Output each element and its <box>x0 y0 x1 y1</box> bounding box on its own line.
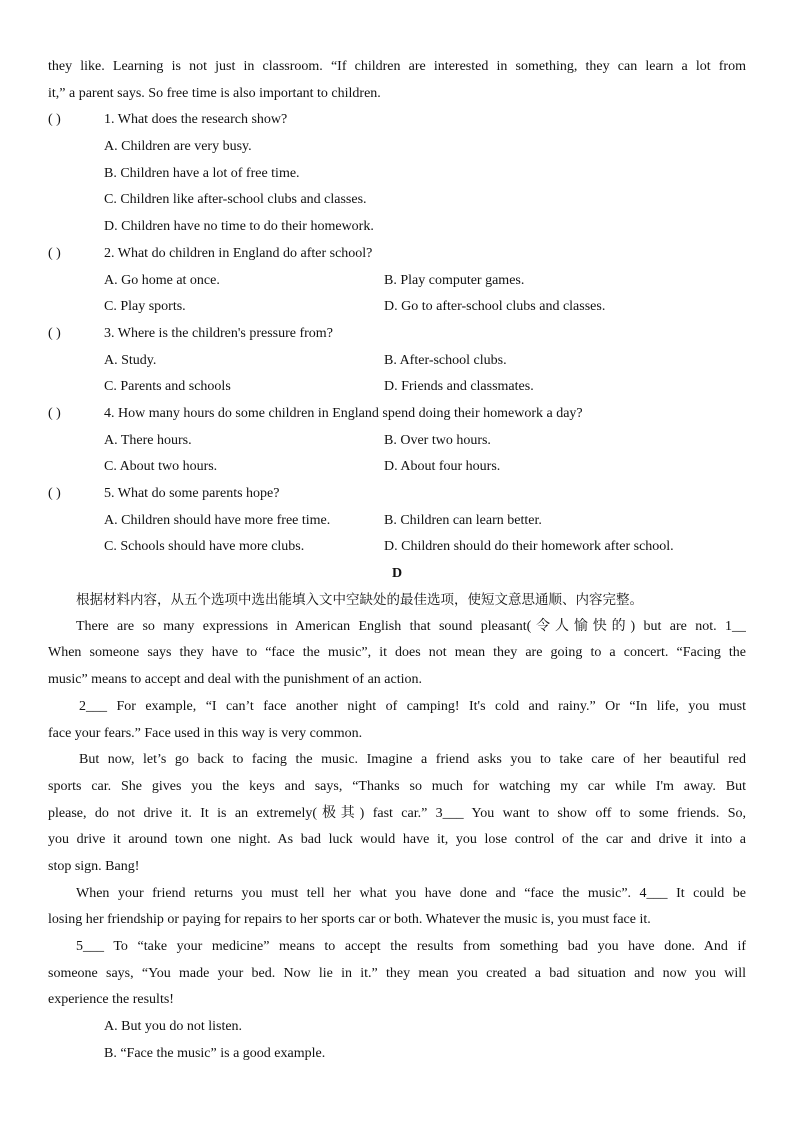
paragraph-5 <box>48 934 746 1014</box>
section-heading: D <box>391 566 403 582</box>
option-d: D. Go to after-school clubs and classes. <box>384 299 606 315</box>
question-3 <box>48 321 746 401</box>
question-text: 5. What do some parents hope? <box>104 486 280 501</box>
option-b: B. Children can learn better. <box>384 512 542 528</box>
passage-line: experience the results! <box>48 992 174 1008</box>
passage-line: it,” a parent says. So free time is also important to children. <box>48 85 381 101</box>
question-text: 4. How many hours do some children in England spend doing their homework a day? <box>104 405 583 421</box>
passage-line: face your fears.” Face used in this way is very common. <box>48 725 363 741</box>
answer-bracket[interactable]: ( ) <box>48 405 61 421</box>
choice-list <box>48 1014 746 1067</box>
option-b: B. Play computer games. <box>384 272 525 288</box>
option-c: C. Play sports. <box>104 299 186 315</box>
paragraph-3 <box>48 747 746 880</box>
question-4 <box>48 401 746 481</box>
passage-line: someone says, “You made your bed. Now lie in it.” they mean you created a bad situation and now you will <box>48 965 746 981</box>
paragraph-1 <box>48 614 746 694</box>
passage-line: please, do not drive it. It is an extremely(极其) fast car.” 3___ You want to show off to some friends. So, <box>48 805 746 821</box>
question-text: 2. What do children in England do after school? <box>104 245 373 261</box>
question-text: 1. What does the research show? <box>104 112 288 128</box>
question-text: 3. Where is the children's pressure from? <box>104 325 333 341</box>
option-c: C. About two hours. <box>104 459 218 475</box>
question-5 <box>48 481 746 561</box>
answer-bracket[interactable]: ( ) <box>48 486 61 501</box>
passage-line: stop sign. Bang! <box>48 858 140 874</box>
option-a: A. Study. <box>104 352 157 368</box>
option-d: D. Children should do their homework after school. <box>384 539 674 555</box>
passage-line: When someone says they have to “face the music”, it does not mean they are going to a concert. “Facing the <box>48 645 746 661</box>
option-c: C. Children like after-school clubs and classes. <box>104 192 367 208</box>
passage-line: you drive it around town one night. As bad luck would have it, you lose control of the car and drive it into a <box>48 832 746 848</box>
passage-line: There are so many expressions in American English that sound pleasant(令人愉快的) but are not. 1__ <box>76 618 746 634</box>
passage-d <box>48 614 746 1014</box>
option-a: A. There hours. <box>104 432 192 448</box>
exam-page <box>48 54 746 1067</box>
question-1 <box>48 107 746 240</box>
option-a: A. Children should have more free time. <box>104 512 331 528</box>
passage-line: 2___ For example, “I can’t face another night of camping! It's cold and rainy.” Or “In life, you must <box>79 698 746 714</box>
passage-line: 5___ To “take your medicine” means to accept the results from something bad you have done. And if <box>76 939 746 954</box>
option-a: A. Children are very busy. <box>104 139 252 155</box>
passage-line: losing her friendship or paying for repairs to her sports car or both. Whatever the music is, you must face it. <box>48 912 651 928</box>
passage-line: music” means to accept and deal with the punishment of an action. <box>48 672 422 688</box>
paragraph-2 <box>48 694 746 747</box>
option-b: B. After-school clubs. <box>384 352 507 368</box>
section-instruction: 根据材料内容，从五个选项中选出能填入文中空缺处的最佳选项，使短文意思通顺、内容完整。 <box>76 592 643 609</box>
passage-line: When your friend returns you must tell her what you have done and “face the music”. 4___ It could be <box>76 885 746 901</box>
passage-line: they like. Learning is not just in classroom. “If children are interested in something, they can learn a lot from <box>48 59 746 74</box>
choice-a: A. But you do not listen. <box>104 1019 243 1035</box>
option-b: B. Over two hours. <box>384 432 491 448</box>
option-d: D. About four hours. <box>384 459 501 475</box>
passage-line: sports car. She gives you the keys and says, “Thanks so much for watching my car while I'm away. But <box>48 778 746 794</box>
passage-line: But now, let’s go back to facing the music. Imagine a friend asks you to take care of her beautiful red <box>79 752 746 768</box>
answer-bracket[interactable]: ( ) <box>48 112 61 128</box>
option-a: A. Go home at once. <box>104 272 220 288</box>
passage-c-tail <box>48 54 746 107</box>
answer-bracket[interactable]: ( ) <box>48 325 61 341</box>
option-b: B. Children have a lot of free time. <box>104 165 300 181</box>
question-2 <box>48 241 746 321</box>
option-c: C. Parents and schools <box>104 379 231 395</box>
option-d: D. Friends and classmates. <box>384 379 534 395</box>
choice-b: B. “Face the music” is a good example. <box>104 1045 326 1061</box>
answer-bracket[interactable]: ( ) <box>48 245 61 261</box>
paragraph-4 <box>48 881 746 934</box>
option-c: C. Schools should have more clubs. <box>104 539 305 555</box>
option-d: D. Children have no time to do their homework. <box>104 219 374 235</box>
